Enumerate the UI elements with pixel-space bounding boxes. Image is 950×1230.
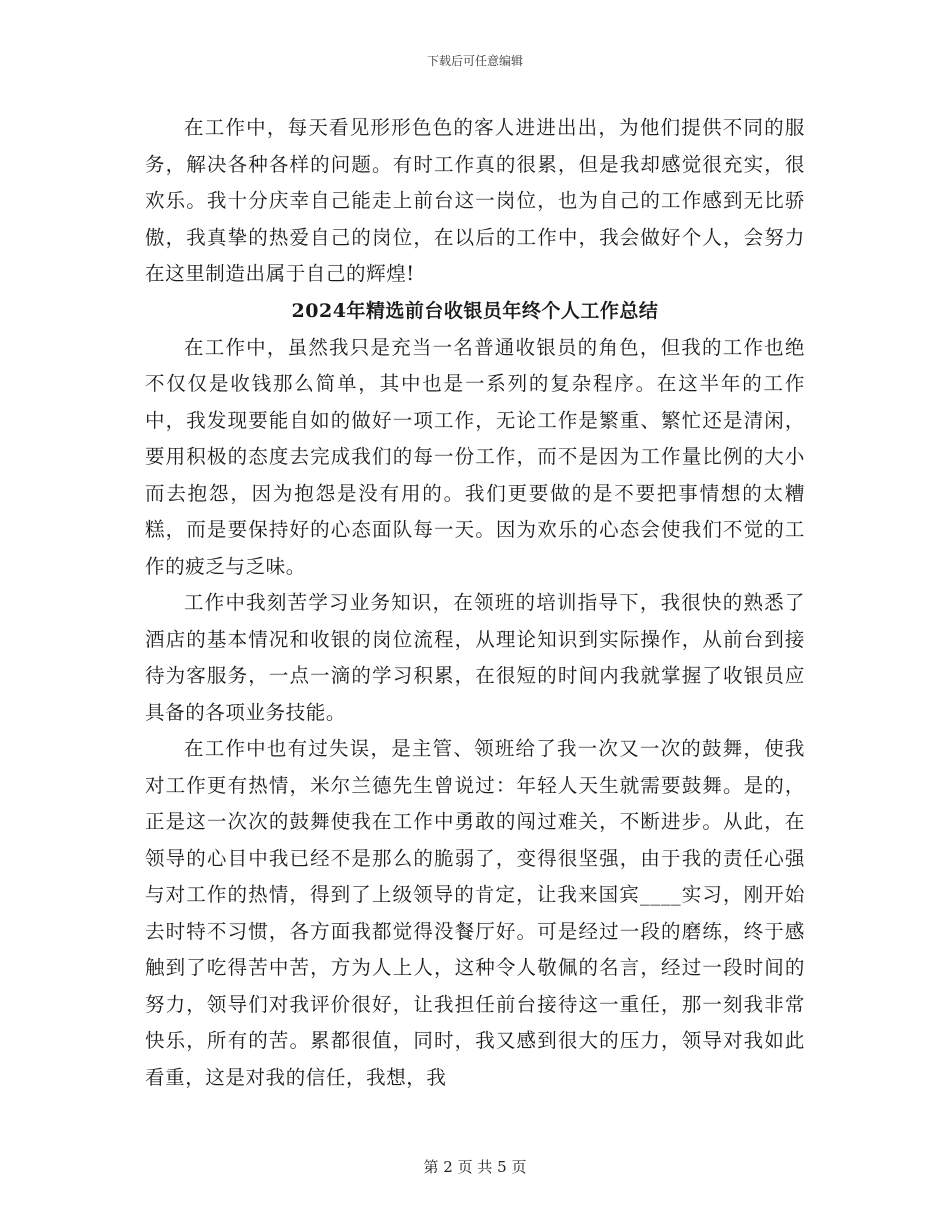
paragraph-work-role: 在工作中，虽然我只是充当一名普通收银员的角色，但我的工作也绝不仅仅是收钱那么简单，其中也是一系列的复杂程序。在这半年的工作中，我发现要能自如的做好一项工作，无论工作是繁重、繁忙还是清闲，要用积极的态度去完成我们的每一份工作，而不是因为工作量比例的大小而去抱怨，因为抱怨是没有用的。我们更要做的是不要把事情想的太糟糕，而是要保持好的心态面队每一天。因为欢乐的心态会使我们不觉的工作的疲乏与乏味。 — [145, 335, 805, 578]
paragraph-learning: 工作中我刻苦学习业务知识，在领班的培训指导下，我很快的熟悉了酒店的基本情况和收银的岗位流程，从理论知识到实际操作，从前台到接待为客服务，一点一滴的学习积累，在很短的时间内我就掌握了收银员应具备的各项业务技能。 — [145, 591, 805, 724]
page-header-note: 下载后可任意编辑 — [426, 54, 523, 68]
document-title: 2024年精选前台收银员年终个人工作总结 — [291, 299, 659, 322]
paragraph-encouragement: 在工作中也有过失误，是主管、领班给了我一次又一次的鼓舞，使我对工作更有热情，米尔兰德先生曾说过：年轻人天生就需要鼓舞。是的，正是这一次次的鼓舞使我在工作中勇敢的闯过难关，不断进步。从此，在领导的心目中我已经不是那么的脆弱了，变得很坚强，由于我的责任心强与对工作的热情，得到了上级领导的肯定，让我来国宾____实习，刚开始去时特不习惯，各方面我都觉得没餐厅好。可是经过一段的磨练，终于感触到了吃得苦中苦，方为人上人，这种令人敬佩的名言，经过一段时间的努力，领导们对我评价很好，让我担任前台接待这一重任，那一刻我非常快乐，所有的苦。累都很值，同时，我又感到很大的压力，领导对我如此看重，这是对我的信任，我想，我 — [145, 737, 805, 1089]
document-body — [145, 110, 805, 1096]
page-number: 第 2 页 共 5 页 — [423, 1158, 527, 1176]
paragraph-intro: 在工作中，每天看见形形色色的客人进进出出，为他们提供不同的服务，解决各种各样的问题。有时工作真的很累，但是我却感觉很充实，很欢乐。我十分庆幸自己能走上前台这一岗位，也为自己的工作感到无比骄傲，我真挚的热爱自己的岗位，在以后的工作中，我会做好个人，会努力在这里制造出属于自己的辉煌! — [145, 116, 805, 285]
